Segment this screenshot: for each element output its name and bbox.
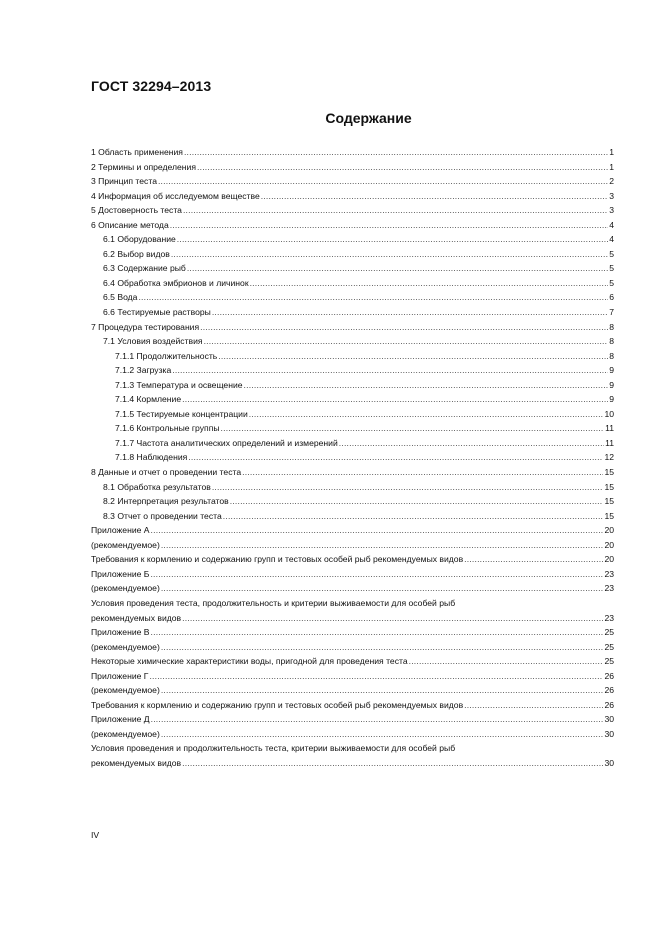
toc-entry-title: 6.5 Вода [103,292,138,303]
toc-entry-title: 6.3 Содержание рыб [103,263,186,274]
toc-entry-page: 8 [609,321,614,332]
toc-leader-dots [151,712,604,727]
toc-entry-page: 3 [609,205,614,216]
toc-entry[interactable] [91,538,614,553]
toc-leader-dots [242,465,603,480]
toc-entry-page: 8 [609,350,614,361]
toc-entry-page: 10 [604,408,614,419]
toc-leader-dots [218,349,608,364]
table-of-contents [91,145,614,771]
toc-entry-title: Приложение В [91,627,150,638]
toc-leader-dots [161,727,604,742]
toc-leader-dots [212,480,604,495]
toc-entry-title: Условия проведения теста, продолжительность и критерии выживаемости для особей рыб [91,597,456,608]
toc-entry-title: 8.2 Интерпретация результатов [103,496,229,507]
toc-entry[interactable] [91,378,614,393]
toc-entry-page: 23 [604,568,614,579]
toc-entry[interactable] [91,654,614,669]
toc-entry-title: 7.1.3 Температура и освещение [115,379,243,390]
toc-entry-page: 25 [604,627,614,638]
toc-entry-page: 25 [604,641,614,652]
toc-leader-dots [261,189,608,204]
toc-entry-page: 26 [604,685,614,696]
toc-entry-page: 26 [604,699,614,710]
toc-entry-title: 6.1 Оборудование [103,234,176,245]
toc-leader-dots [249,407,604,422]
toc-leader-dots [250,276,609,291]
toc-entry-title: 6.2 Выбор видов [103,248,170,259]
toc-title: Содержание [325,110,412,126]
toc-entry[interactable] [91,392,614,407]
toc-leader-dots [170,218,608,233]
toc-entry-page: 30 [604,757,614,768]
toc-entry-page: 7 [609,307,614,318]
toc-entry-page: 23 [604,612,614,623]
toc-entry[interactable] [91,276,614,291]
toc-leader-dots [158,174,608,189]
toc-entry-title: 7.1.4 Кормление [115,394,182,405]
toc-entry-page: 30 [604,714,614,725]
toc-entry[interactable] [91,363,614,378]
toc-entry-title: 6.6 Тестируемые растворы [103,307,211,318]
toc-entry-page: 25 [604,656,614,667]
toc-entry-title: 5 Достоверность теста [91,205,182,216]
toc-entry-page: 4 [609,234,614,245]
toc-entry-title: (рекомендуемое) [91,539,160,550]
toc-entry-title: 4 Информация об исследуемом веществе [91,190,260,201]
toc-leader-dots [151,523,604,538]
toc-entry-page: 11 [605,437,614,448]
toc-entry[interactable] [91,552,614,567]
toc-entry[interactable] [91,320,614,335]
toc-entry-page: 4 [609,219,614,230]
toc-entry-title: Требования к кормлению и содержанию групп и тестовых особей рыб рекомендуемых видов [91,699,464,710]
toc-entry[interactable] [91,218,614,233]
toc-leader-dots [464,552,603,567]
toc-entry-page: 20 [604,525,614,536]
toc-entry[interactable] [91,334,614,349]
toc-entry-page: 30 [604,728,614,739]
toc-entry-page: 1 [609,147,614,157]
toc-entry[interactable] [91,727,614,742]
toc-leader-dots [177,232,608,247]
toc-leader-dots [464,698,603,713]
toc-entry-title: (рекомендуемое) [91,583,160,594]
toc-entry-title: 8 Данные и отчет о проведении теста [91,467,242,478]
toc-entry-page: 5 [609,277,614,288]
toc-entry[interactable] [91,683,614,698]
toc-leader-dots [161,640,604,655]
toc-entry-title: 7.1 Условия воздействия [103,336,203,347]
toc-entry[interactable] [91,509,614,524]
toc-entry-title: рекомендуемых видов [91,757,182,768]
toc-entry-page: 5 [609,248,614,259]
toc-entry[interactable] [91,625,614,640]
toc-entry-title: 7.1.7 Частота аналитических определений и измерений [115,437,338,448]
toc-entry[interactable] [91,450,614,465]
toc-entry-title: 7 Процедура тестирования [91,321,200,332]
toc-leader-dots [161,581,604,596]
toc-entry-page: 9 [609,394,614,405]
toc-leader-dots [212,305,608,320]
toc-entry-title: 7.1.1 Продолжительность [115,350,218,361]
toc-entry-title: рекомендуемых видов [91,612,182,623]
toc-entry[interactable] [91,494,614,509]
toc-leader-dots [244,378,609,393]
toc-entry[interactable] [91,436,614,451]
toc-entry[interactable] [91,698,614,713]
toc-leader-dots [197,160,608,175]
toc-entry[interactable] [91,640,614,655]
toc-entry-title: Приложение А [91,525,150,536]
toc-leader-dots [149,669,603,684]
toc-entry-title: Некоторые химические характеристики воды, пригодной для проведения теста [91,656,408,667]
toc-entry-title: 1 Область применения [91,147,183,157]
toc-leader-dots [188,450,603,465]
toc-entry-page: 15 [604,481,614,492]
toc-entry-page: 15 [604,496,614,507]
toc-entry-title: 8.1 Обработка результатов [103,481,211,492]
toc-leader-dots [182,611,603,626]
toc-entry[interactable] [91,523,614,538]
toc-leader-dots [183,203,608,218]
toc-entry[interactable] [91,247,614,262]
toc-leader-dots [339,436,604,451]
toc-entry-title: 7.1.2 Загрузка [115,365,172,376]
toc-entry[interactable] [91,712,614,727]
toc-entry-title: 7.1.8 Наблюдения [115,452,188,463]
toc-entry[interactable] [91,741,614,756]
toc-entry-title: Условия проведения и продолжительность теста, критерии выживаемости для особей рыб [91,743,456,754]
toc-entry-title: 6.4 Обработка эмбрионов и личинок [103,277,249,288]
toc-leader-dots [184,145,608,160]
toc-entry[interactable] [91,261,614,276]
toc-leader-dots [409,654,604,669]
toc-leader-dots [200,320,608,335]
toc-entry-page: 1 [609,161,614,172]
toc-entry-title: Приложение Г [91,670,149,681]
toc-entry-page: 15 [604,467,614,478]
toc-entry-page: 2 [609,176,614,187]
toc-leader-dots [138,290,608,305]
toc-entry-page: 9 [609,365,614,376]
toc-entry[interactable] [91,611,614,626]
toc-entry[interactable] [91,407,614,422]
toc-entry-title: 7.1.6 Контрольные группы [115,423,220,434]
toc-entry[interactable] [91,756,614,771]
toc-entry[interactable] [91,189,614,204]
document-header: ГОСТ 32294–2013 [91,78,212,94]
toc-leader-dots [151,625,604,640]
toc-entry-title: 2 Термины и определения [91,161,197,172]
toc-entry-title: 8.3 Отчет о проведении теста [103,510,222,521]
toc-leader-dots [161,538,604,553]
toc-entry[interactable] [91,290,614,305]
toc-entry-page: 9 [609,379,614,390]
toc-entry[interactable] [91,349,614,364]
toc-entry[interactable] [91,305,614,320]
toc-entry-title: 6 Описание метода [91,219,169,230]
toc-entry-title: (рекомендуемое) [91,685,160,696]
toc-entry-page: 23 [604,583,614,594]
toc-entry[interactable] [91,160,614,175]
toc-entry-page: 6 [609,292,614,303]
toc-leader-dots [150,567,603,582]
toc-entry[interactable] [91,596,614,611]
toc-entry[interactable] [91,480,614,495]
toc-entry[interactable] [91,465,614,480]
toc-entry-page: 26 [604,670,614,681]
toc-entry-page: 12 [604,452,614,463]
toc-leader-dots [161,683,604,698]
toc-leader-dots [221,421,605,436]
toc-entry-title: Приложение Б [91,568,150,579]
toc-entry-page: 20 [604,554,614,565]
toc-leader-dots [182,392,608,407]
toc-leader-dots [182,756,603,771]
toc-leader-dots [172,363,608,378]
toc-entry[interactable] [91,669,614,684]
toc-entry-page: 5 [609,263,614,274]
toc-entry[interactable] [91,581,614,596]
toc-leader-dots [171,247,608,262]
toc-entry[interactable] [91,421,614,436]
toc-entry-page: 15 [604,510,614,521]
toc-entry[interactable] [91,174,614,189]
toc-entry-title: Требования к кормлению и содержанию групп и тестовых особей рыб рекомендуемых видов [91,554,464,565]
toc-entry[interactable] [91,203,614,218]
toc-entry-title: 7.1.5 Тестируемые концентрации [115,408,248,419]
toc-entry-title: 3 Принцип теста [91,176,157,187]
toc-entry-title: (рекомендуемое) [91,641,160,652]
toc-leader-dots [187,261,608,276]
toc-entry-title: Приложение Д [91,714,150,725]
toc-entry-page: 11 [605,423,614,434]
toc-entry-page: 8 [609,336,614,347]
toc-entry-page: 3 [609,190,614,201]
toc-entry[interactable] [91,232,614,247]
toc-entry-page: 20 [604,539,614,550]
page-number: IV [91,830,100,840]
toc-leader-dots [223,509,604,524]
toc-entry[interactable] [91,145,614,160]
toc-leader-dots [230,494,604,509]
toc-entry[interactable] [91,567,614,582]
toc-entry-title: (рекомендуемое) [91,728,160,739]
toc-leader-dots [204,334,609,349]
